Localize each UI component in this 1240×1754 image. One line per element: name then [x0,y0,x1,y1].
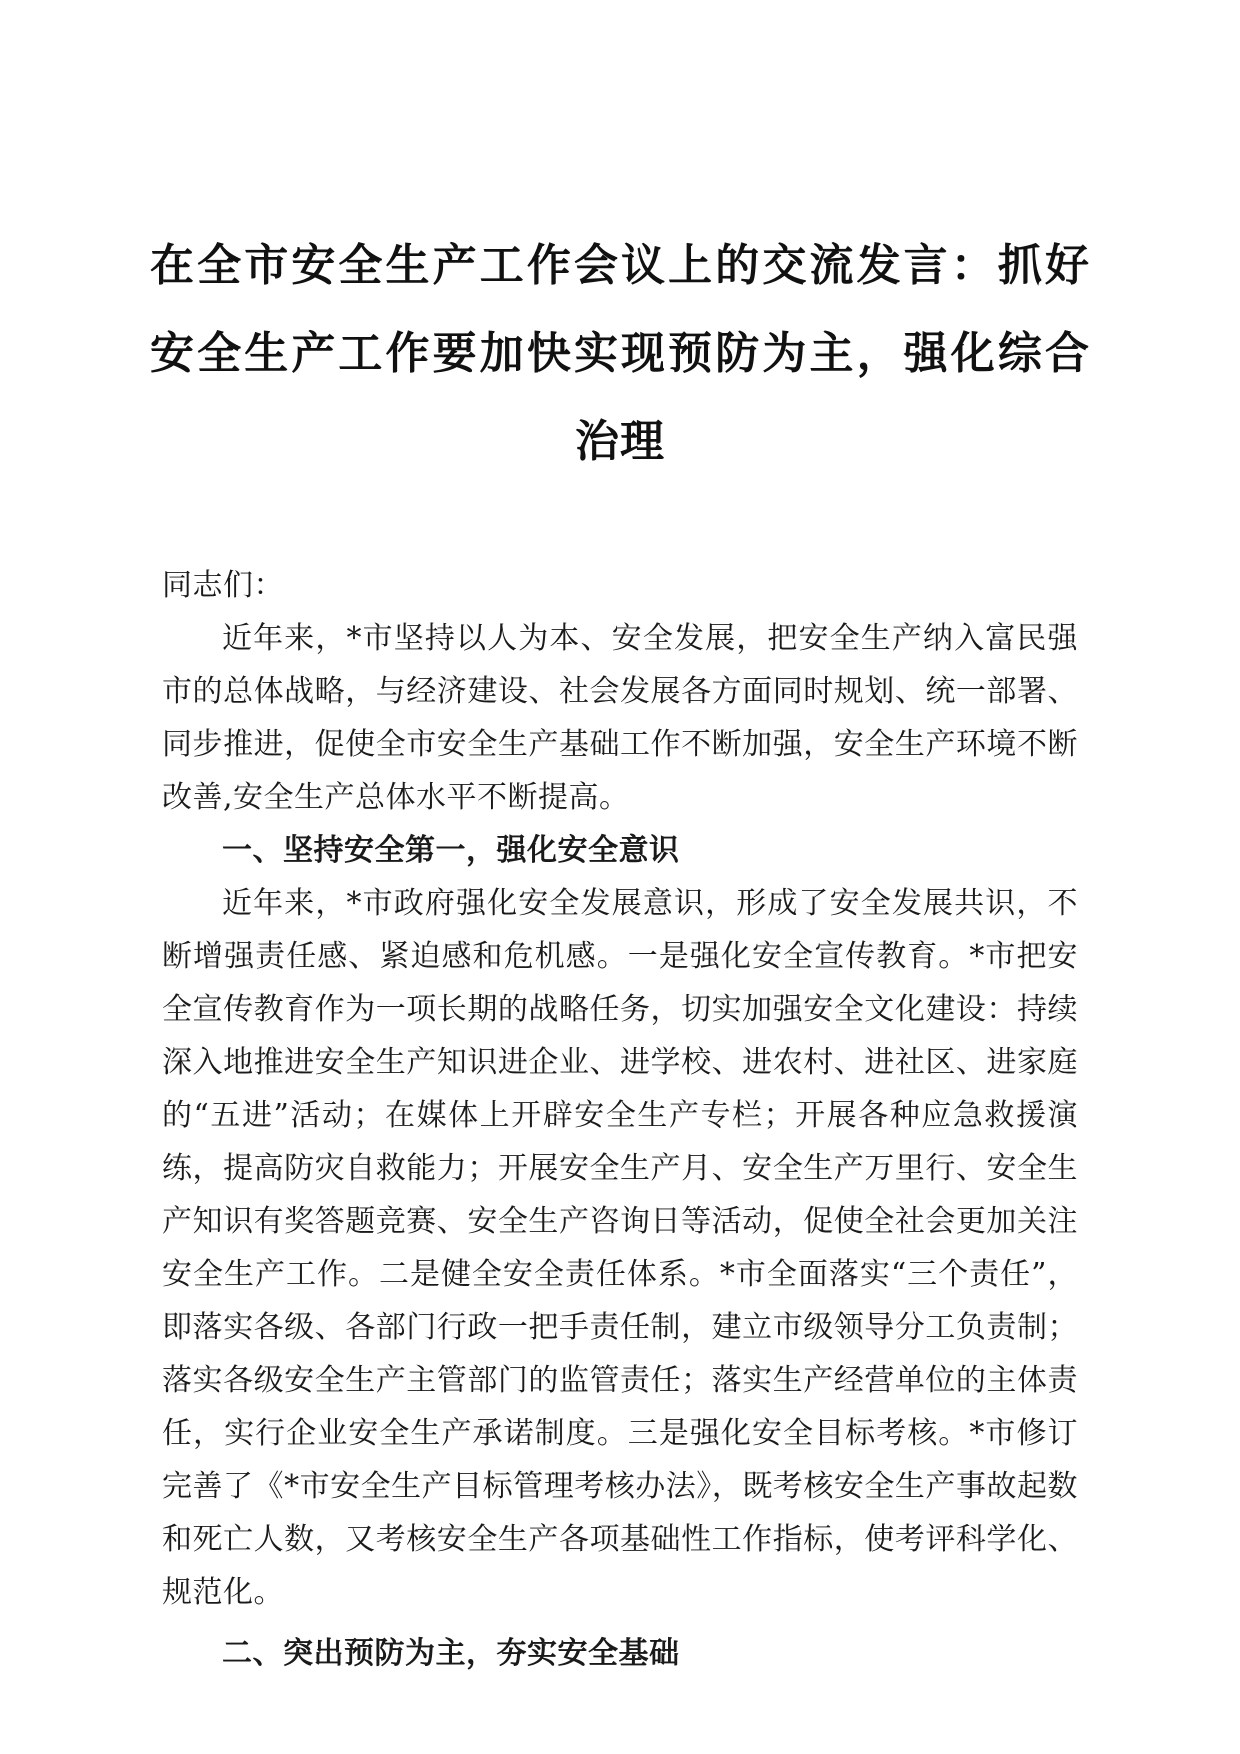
intro-paragraph: 近年来，*市坚持以人为本、安全发展，把安全生产纳入富民强市的总体战略，与经济建设、社会发展各方面同时规划、统一部署、同步推进，促使全市安全生产基础工作不断加强，安全生产环境不断改善,安全生产总体水平不断提高。 [162,621,1078,815]
section-1-heading: 一、坚持安全第一，强化安全意识 [222,833,680,868]
section-2-heading: 二、突出预防为主，夯实安全基础 [222,1636,680,1671]
section-1-paragraph: 近年来，*市政府强化安全发展意识，形成了安全发展共识，不断增强责任感、紧迫感和危机感。一是强化安全宣传教育。*市把安全宣传教育作为一项长期的战略任务，切实加强安全文化建设：持续深入地推进安全生产知识进企业、进学校、进农村、进社区、进家庭的“五进”活动；在媒体上开辟安全生产专栏；开展各种应急救援演练，提高防灾自救能力；开展安全生产月、安全生产万里行、安全生产知识有奖答题竞赛、安全生产咨询日等活动，促使全社会更加关注安全生产工作。二是健全安全责任体系。*市全面落实“三个责任”，即落实各级、各部门行政一把手责任制，建立市级领导分工负责制；落实各级安全生产主管部门的监管责任；落实生产经营单位的主体责任，实行企业安全生产承诺制度。三是强化安全目标考核。*市修订完善了《*市安全生产目标管理考核办法》，既考核安全生产事故起数和死亡人数，又考核安全生产各项基础性工作指标，使考评科学化、规范化。 [162,886,1078,1610]
section-gap [162,1619,1078,1627]
document-title: 在全市安全生产工作会议上的交流发言：抓好安全生产工作要加快实现预防为主，强化综合治理 [150,240,1090,467]
document-body [162,560,1078,1680]
greeting: 同志们： [162,568,284,603]
